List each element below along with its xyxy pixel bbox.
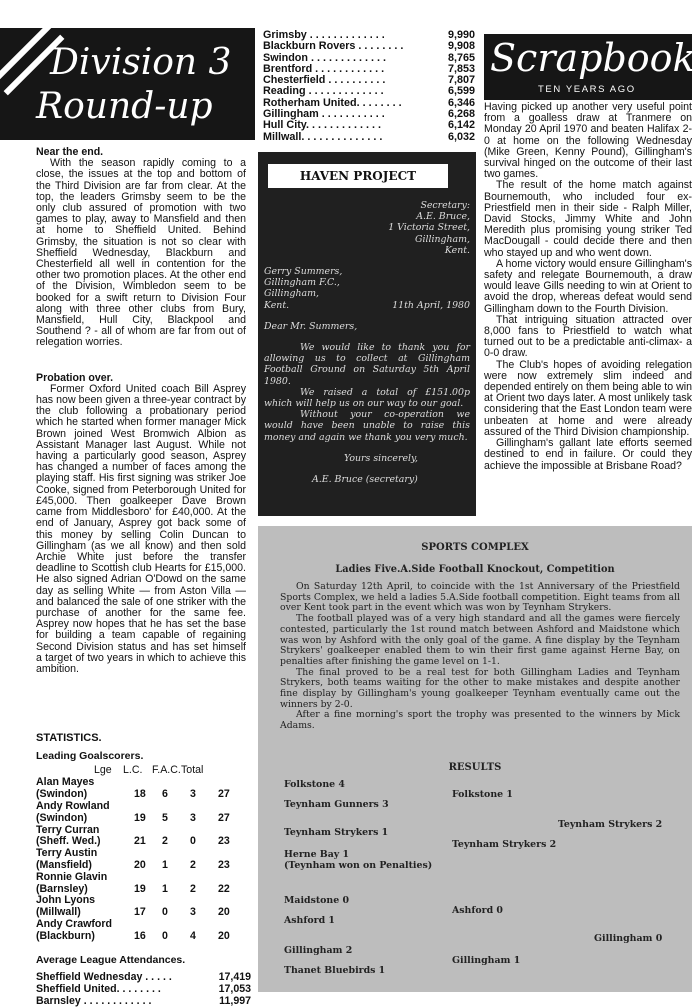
attendance-club: Blackburn Rovers . . . . . . . . bbox=[263, 40, 404, 53]
attendance-value: 7,807 bbox=[447, 74, 475, 87]
attendance-heading: Average League Attendances. bbox=[36, 953, 186, 966]
recipient-county: Kent. bbox=[264, 299, 290, 311]
result-r1: Folkstone 4 bbox=[284, 779, 345, 790]
recipient-line: Gillingham F.C., bbox=[264, 277, 340, 289]
sports-paragraph: The football played was of a very high standard and all the games were fiercely contested, particularly the 1st round match between Ashford and Maidstone which was won by Ashford with the only goal of the game. A fine display by the Teynham Strykers' goalkeeper enabled them to win their first game against Herne Bay, on penalties after finishing the game level on 1-1. bbox=[280, 613, 680, 667]
scorer-lge: 16 bbox=[134, 929, 146, 942]
recipient-line: Gillingham, bbox=[264, 288, 320, 300]
column-header: F.A.C. bbox=[152, 763, 181, 776]
attendance-club: Sheffield United. . . . . . . . bbox=[36, 983, 161, 996]
scorer-lc: 5 bbox=[162, 811, 168, 824]
scorer-club: (Blackburn) bbox=[36, 929, 95, 942]
scorer-lc: 0 bbox=[162, 906, 168, 919]
scorers-header bbox=[36, 765, 251, 777]
scorer-lge: 18 bbox=[134, 788, 146, 801]
attendance-list-mid bbox=[263, 30, 475, 143]
scorer-lge: 20 bbox=[134, 858, 146, 871]
near-heading: Near the end. bbox=[36, 146, 104, 158]
statistics-title: STATISTICS. bbox=[36, 732, 102, 744]
division-banner bbox=[0, 28, 255, 140]
division-article bbox=[36, 147, 246, 675]
sports-paragraph: On Saturday 12th April, to coincide with the 1st Anniversary of the Priestfield Sports Complex, we held a ladies 5.A.Side football competition. Eight teams from all over Kent took part in the event which was won by Teynham Strykers. bbox=[280, 581, 680, 614]
near-text: With the season rapidly coming to a close, the issues at the top and bottom of the Third Division are far from clear. At the top, the leaders Grimsby seem to be the only club assured of promotion with two games to play, away to Mansfield and then at home to Sheffield United. Behind Grimsby, the situation is not so clear with Sheffield Wednesday, Blackburn and Chesterfield all well in contention for the other two promotion places. At the other end of the Division, Wimbledon seem to be booked for a swift return to Division Four along with three other clubs from Bury, Mansfield, Hull City, Blackpool and Southend ? - all of whom are far from out of relegation worries. bbox=[36, 157, 246, 349]
attendance-club: Reading . . . . . . . . . . . . . bbox=[263, 85, 384, 98]
letter-sender bbox=[264, 200, 470, 256]
result-r1: Teynham Gunners 3 bbox=[284, 799, 389, 810]
banner-title-line2: Round-up bbox=[36, 86, 213, 127]
attendance-club: Grimsby . . . . . . . . . . . . . bbox=[263, 29, 385, 41]
letter-para: Without your co-operation we would have been unable to raise this money and again we thank you very much. bbox=[264, 409, 470, 443]
scrapbook-banner bbox=[484, 34, 696, 100]
result-final: Gillingham 0 bbox=[594, 933, 663, 944]
letter-salutation: Dear Mr. Summers, bbox=[264, 320, 358, 332]
attendance-value: 7,853 bbox=[447, 62, 475, 75]
scrapbook-subtitle: TEN YEARS AGO bbox=[538, 84, 636, 95]
result-final: Teynham Strykers 2 bbox=[558, 819, 663, 830]
attendance-value: 17,419 bbox=[218, 971, 251, 984]
haven-title: HAVEN PROJECT bbox=[268, 164, 448, 188]
scorer-lc: 6 bbox=[162, 788, 168, 801]
scorer-total: 23 bbox=[218, 835, 230, 848]
sports-paragraph: The final proved to be a real test for both Gillingham Ladies and Teynham Strykers, both teams waiting for the other to make mistakes and despite another fine display by Gillingham's young goalkeeper Teynham eventually came out the winners by 2-0. bbox=[280, 666, 680, 710]
scorer-entry bbox=[36, 895, 251, 919]
scorer-total: 22 bbox=[218, 882, 230, 895]
letter-closing: Yours sincerely, bbox=[344, 452, 419, 464]
scrapbook-paragraph: The Club's hopes of avoiding relegation were now extremely slim indeed and depended entirely on them being able to win at Orient two days later. A most unlikely task considering that the East London team were unbeaten at home and were already assured of the Third Division championship. bbox=[484, 358, 692, 438]
result-r1: Herne Bay 1 bbox=[284, 849, 350, 860]
scorer-lc: 0 bbox=[162, 929, 168, 942]
scrapbook-paragraph: That intriguing situation attracted over 8,000 fans to Priestfield to watch what turned out to be a predictable anti-climax- a 0-0 draw. bbox=[484, 313, 692, 360]
scorer-name: Andy Crawford bbox=[36, 917, 112, 930]
scorer-name: Ronnie Glavin bbox=[36, 870, 108, 883]
sports-article bbox=[280, 582, 680, 732]
attendance-club: Millwall. . . . . . . . . . . . . . bbox=[263, 130, 383, 143]
scorer-fac: 3 bbox=[190, 788, 196, 801]
letter-date: 11th April, 1980 bbox=[392, 299, 470, 311]
recipient-line: Gerry Summers, bbox=[264, 266, 343, 278]
result-r1: Maidstone 0 bbox=[284, 895, 349, 906]
attendance-club: Gillingham . . . . . . . . . . . bbox=[263, 108, 385, 121]
scrapbook-paragraph: Gillingham's gallant late efforts seemed destined to end in failure. Or could they achieve the impossible at Brisbane Road? bbox=[484, 437, 692, 472]
attendance-club: Barnsley . . . . . . . . . . . . bbox=[36, 994, 152, 1007]
scorer-name: Andy Rowland bbox=[36, 799, 110, 812]
attendance-row bbox=[263, 120, 475, 131]
scorer-fac: 2 bbox=[190, 858, 196, 871]
probation-heading: Probation over. bbox=[36, 371, 114, 384]
scorer-club: (Millwall) bbox=[36, 906, 81, 919]
scorer-total: 27 bbox=[218, 788, 230, 801]
statistics-section bbox=[36, 733, 251, 1008]
result-r1: Teynham Strykers 1 bbox=[284, 827, 389, 838]
letter-para: We would like to thank you for allowing us to collect at Gillingham Football Ground on Saturday 5th April 1980. bbox=[264, 342, 470, 387]
scorer-fac: 0 bbox=[190, 835, 196, 848]
sports-subtitle: Ladies Five.A.Side Football Knockout, Competition bbox=[335, 564, 615, 575]
scorer-fac: 3 bbox=[190, 811, 196, 824]
scorer-name: Alan Mayes bbox=[36, 776, 95, 789]
scrapbook-paragraph: Having picked up another very useful point from a goalless draw at Tranmere on Monday 20 April 1970 and beaten Halifax 2-0 at home on the following Wednesday (Mike Green, Kenny Pound), Gillingham's survival hinged on the outcome of their last two games. bbox=[484, 101, 692, 181]
scorers-heading: Leading Goalscorers. bbox=[36, 749, 144, 762]
attendance-club: Hull City. . . . . . . . . . . . . bbox=[263, 119, 381, 132]
column-header: L.C. bbox=[123, 763, 143, 776]
sports-title: SPORTS COMPLEX bbox=[421, 542, 529, 553]
scorer-club: (Barnsley) bbox=[36, 882, 88, 895]
scorer-club: (Sheff. Wed.) bbox=[36, 835, 101, 848]
scorer-total: 20 bbox=[218, 929, 230, 942]
sender-line: 1 Victoria Street, bbox=[388, 222, 470, 234]
banner-title-line1: Division 3 bbox=[50, 42, 232, 83]
attendance-value: 6,599 bbox=[447, 85, 475, 98]
attendance-value: 9,908 bbox=[447, 40, 475, 53]
scorer-lc: 2 bbox=[162, 835, 168, 848]
attendance-value: 6,142 bbox=[447, 119, 475, 132]
scorer-total: 27 bbox=[218, 811, 230, 824]
scorer-total: 23 bbox=[218, 858, 230, 871]
sports-paragraph: After a fine morning's sport the trophy was presented to the winners by Mick Adams. bbox=[280, 709, 680, 732]
header-spacer bbox=[36, 765, 94, 777]
scorer-entry bbox=[36, 848, 251, 872]
attendance-value: 8,765 bbox=[447, 51, 475, 64]
sender-line: Secretary: bbox=[420, 200, 470, 211]
scrapbook-article bbox=[484, 102, 692, 472]
scorer-entry bbox=[36, 825, 251, 849]
scorer-fac: 4 bbox=[190, 929, 196, 942]
sports-complex-panel bbox=[258, 526, 692, 992]
scorer-entry bbox=[36, 777, 251, 801]
attendance-row bbox=[36, 996, 251, 1008]
scorer-fac: 3 bbox=[190, 906, 196, 919]
attendance-value: 6,268 bbox=[447, 108, 475, 121]
attendance-value: 17,053 bbox=[218, 983, 251, 996]
result-r2: Gillingham 1 bbox=[452, 955, 521, 966]
results-title: RESULTS bbox=[448, 762, 502, 773]
scorer-entry bbox=[36, 872, 251, 896]
attendance-section bbox=[36, 955, 251, 1008]
result-r2: Teynham Strykers 2 bbox=[452, 839, 557, 850]
scorer-name: John Lyons bbox=[36, 894, 96, 907]
letter-para: We raised a total of £151.00p which will help us on our way to our goal. bbox=[264, 386, 470, 410]
scorer-name: Terry Curran bbox=[36, 823, 100, 836]
attendance-list-left bbox=[36, 972, 251, 1007]
scorer-lc: 1 bbox=[162, 882, 168, 895]
haven-project-panel bbox=[258, 152, 476, 516]
scorer-lge: 19 bbox=[134, 882, 146, 895]
scorer-fac: 2 bbox=[190, 882, 196, 895]
attendance-club: Rotherham United. . . . . . . . bbox=[263, 96, 402, 109]
attendance-value: 9,990 bbox=[447, 29, 475, 41]
sender-line: Gillingham, bbox=[414, 233, 470, 245]
probation-text: Former Oxford United coach Bill Asprey has now been given a three-year contract by the club following a probationary period which he started when former manager Mick Brown joined West Bromwich Albion as Assistant Manager last August. While not having a particularly good season, Asprey has changed a number of faces among the playing staff. His first signing was striker Joe Cooke, signed from Peterborough United for £45,000. Then goalkeeper Dave Brown came from Middlesboro' for £40,000. At the end of January, Asprey got back some of this money by selling Colin Duncan to Gillingham (as we all know) and then sold Archie White just before the transfer deadline to Scottish club Hearts for £15,000. He also signed Adrian O'Dowd on the same day as selling White — from Aston Villa — and balanced the sale of one striker with the purchase of another for the same fee. Asprey now hopes that he has set the base for building a team capable of regaining Second Division status and has set himself a target of two years in which to achieve this ambition. bbox=[36, 382, 246, 675]
scorer-total: 20 bbox=[218, 906, 230, 919]
scorer-club: (Mansfield) bbox=[36, 858, 92, 871]
sender-line: A.E. Bruce, bbox=[416, 211, 470, 223]
haven-letter bbox=[264, 200, 470, 485]
scorer-entry bbox=[36, 801, 251, 825]
scorer-entry bbox=[36, 919, 251, 943]
attendance-club: Brentford . . . . . . . . . . . . bbox=[263, 62, 385, 75]
attendance-value: 6,032 bbox=[447, 130, 475, 143]
attendance-row bbox=[263, 41, 475, 52]
attendance-club: Chesterfield . . . . . . . . . . bbox=[263, 74, 386, 87]
result-r1: Thanet Bluebirds 1 bbox=[284, 965, 386, 976]
scorer-row bbox=[36, 813, 251, 825]
scorer-lge: 17 bbox=[134, 906, 146, 919]
scorer-lge: 21 bbox=[134, 835, 146, 848]
scrapbook-paragraph: A home victory would ensure Gillingham's safety and relegate Bournemouth, a draw would leave Gills needing to win at Orient to avoid the drop, whereas defeat would send Gillingham down to the Fourth Division. bbox=[484, 257, 692, 315]
scorer-row bbox=[36, 860, 251, 872]
scorer-name: Terry Austin bbox=[36, 847, 98, 860]
result-r2: Ashford 0 bbox=[452, 905, 503, 916]
column-header: Lge bbox=[94, 763, 112, 776]
result-r1: Gillingham 2 bbox=[284, 945, 353, 956]
scorer-lc: 1 bbox=[162, 858, 168, 871]
scorer-club: (Swindon) bbox=[36, 811, 88, 824]
result-r2: Folkstone 1 bbox=[452, 789, 513, 800]
column-header: Total bbox=[181, 763, 204, 776]
scorers-table bbox=[36, 765, 251, 943]
scorer-lge: 19 bbox=[134, 811, 146, 824]
result-r1: (Teynham won on Penalties) bbox=[284, 860, 433, 871]
attendance-value: 6,346 bbox=[447, 96, 475, 109]
scrapbook-title: Scrapbook bbox=[490, 36, 696, 80]
attendance-club: Sheffield Wednesday . . . . . bbox=[36, 971, 172, 984]
result-r1: Ashford 1 bbox=[284, 915, 335, 926]
sender-line: Kent. bbox=[444, 244, 470, 256]
scorer-row bbox=[36, 931, 251, 943]
attendance-club: Swindon . . . . . . . . . . . . . bbox=[263, 51, 386, 64]
letter-recipient bbox=[264, 266, 470, 300]
letter-signature: A.E. Bruce (secretary) bbox=[312, 474, 418, 486]
attendance-value: 11,997 bbox=[219, 994, 251, 1007]
scorer-club: (Swindon) bbox=[36, 788, 88, 801]
attendance-row bbox=[263, 132, 475, 143]
left-column bbox=[0, 0, 255, 1007]
scrapbook-paragraph: The result of the home match against Bournemouth, who included four ex-Priestfield men in their side - Ralph Miller, David Stocks, Jimmy White and John Meredith plus promising young striker Ted MacDougall - could decide there and then who stayed up and who went down. bbox=[484, 179, 692, 259]
